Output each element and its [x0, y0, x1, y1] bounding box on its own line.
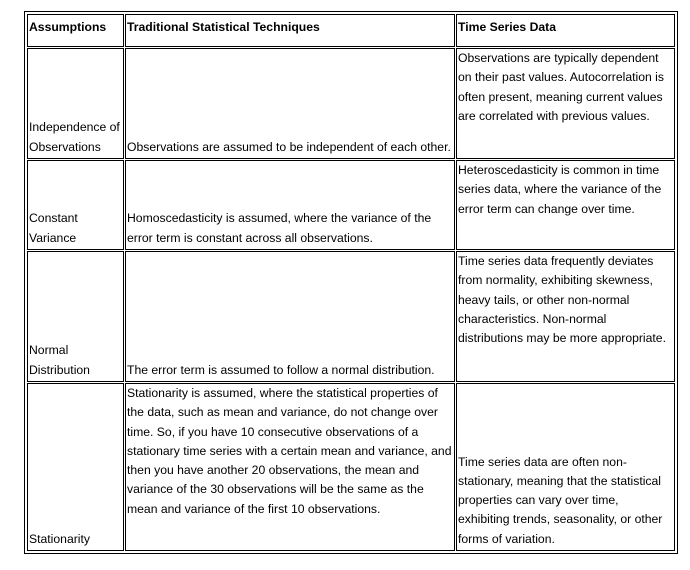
comparison-table-frame: [24, 11, 678, 554]
header-traditional-techniques: Traditional Statistical Techniques: [125, 14, 455, 47]
assumptions-comparison-table: [26, 13, 676, 552]
time-series-cell: Observations are typically dependent on their past values. Autocorrelation is often present, meaning current values are correlated with previous values.: [456, 48, 675, 159]
traditional-cell: Homoscedasticity is assumed, where the variance of the error term is constant across all observations.: [125, 160, 455, 250]
table-header-row: [27, 14, 675, 47]
assumption-cell: Normal Distribution: [27, 251, 124, 382]
header-assumptions: Assumptions: [27, 14, 124, 47]
time-series-cell: Time series data are often non-stationary, meaning that the statistical properties can vary over time, exhibiting trends, seasonality, or other forms of variation.: [456, 383, 675, 551]
header-time-series-data: Time Series Data: [456, 14, 675, 47]
table-row: [27, 48, 675, 159]
traditional-cell: Stationarity is assumed, where the statistical properties of the data, such as mean and variance, do not change over time. So, if you have 10 consecutive observations of a stationary time series with a certain mean and variance, and then you have another 20 observations, the mean and variance of the 30 observations will be the same as the mean and variance of the first 10 observations.: [125, 383, 455, 551]
time-series-cell: Time series data frequently deviates from normality, exhibiting skewness, heavy tails, or other non-normal characteristics. Non-normal distributions may be more appropriate.: [456, 251, 675, 382]
table-row: [27, 160, 675, 250]
assumption-cell: Independence of Observations: [27, 48, 124, 159]
assumption-cell: Stationarity: [27, 383, 124, 551]
table-row: [27, 383, 675, 551]
assumption-cell: Constant Variance: [27, 160, 124, 250]
time-series-cell: Heteroscedasticity is common in time series data, where the variance of the error term can change over time.: [456, 160, 675, 250]
traditional-cell: The error term is assumed to follow a normal distribution.: [125, 251, 455, 382]
traditional-cell: Observations are assumed to be independent of each other.: [125, 48, 455, 159]
table-row: [27, 251, 675, 382]
